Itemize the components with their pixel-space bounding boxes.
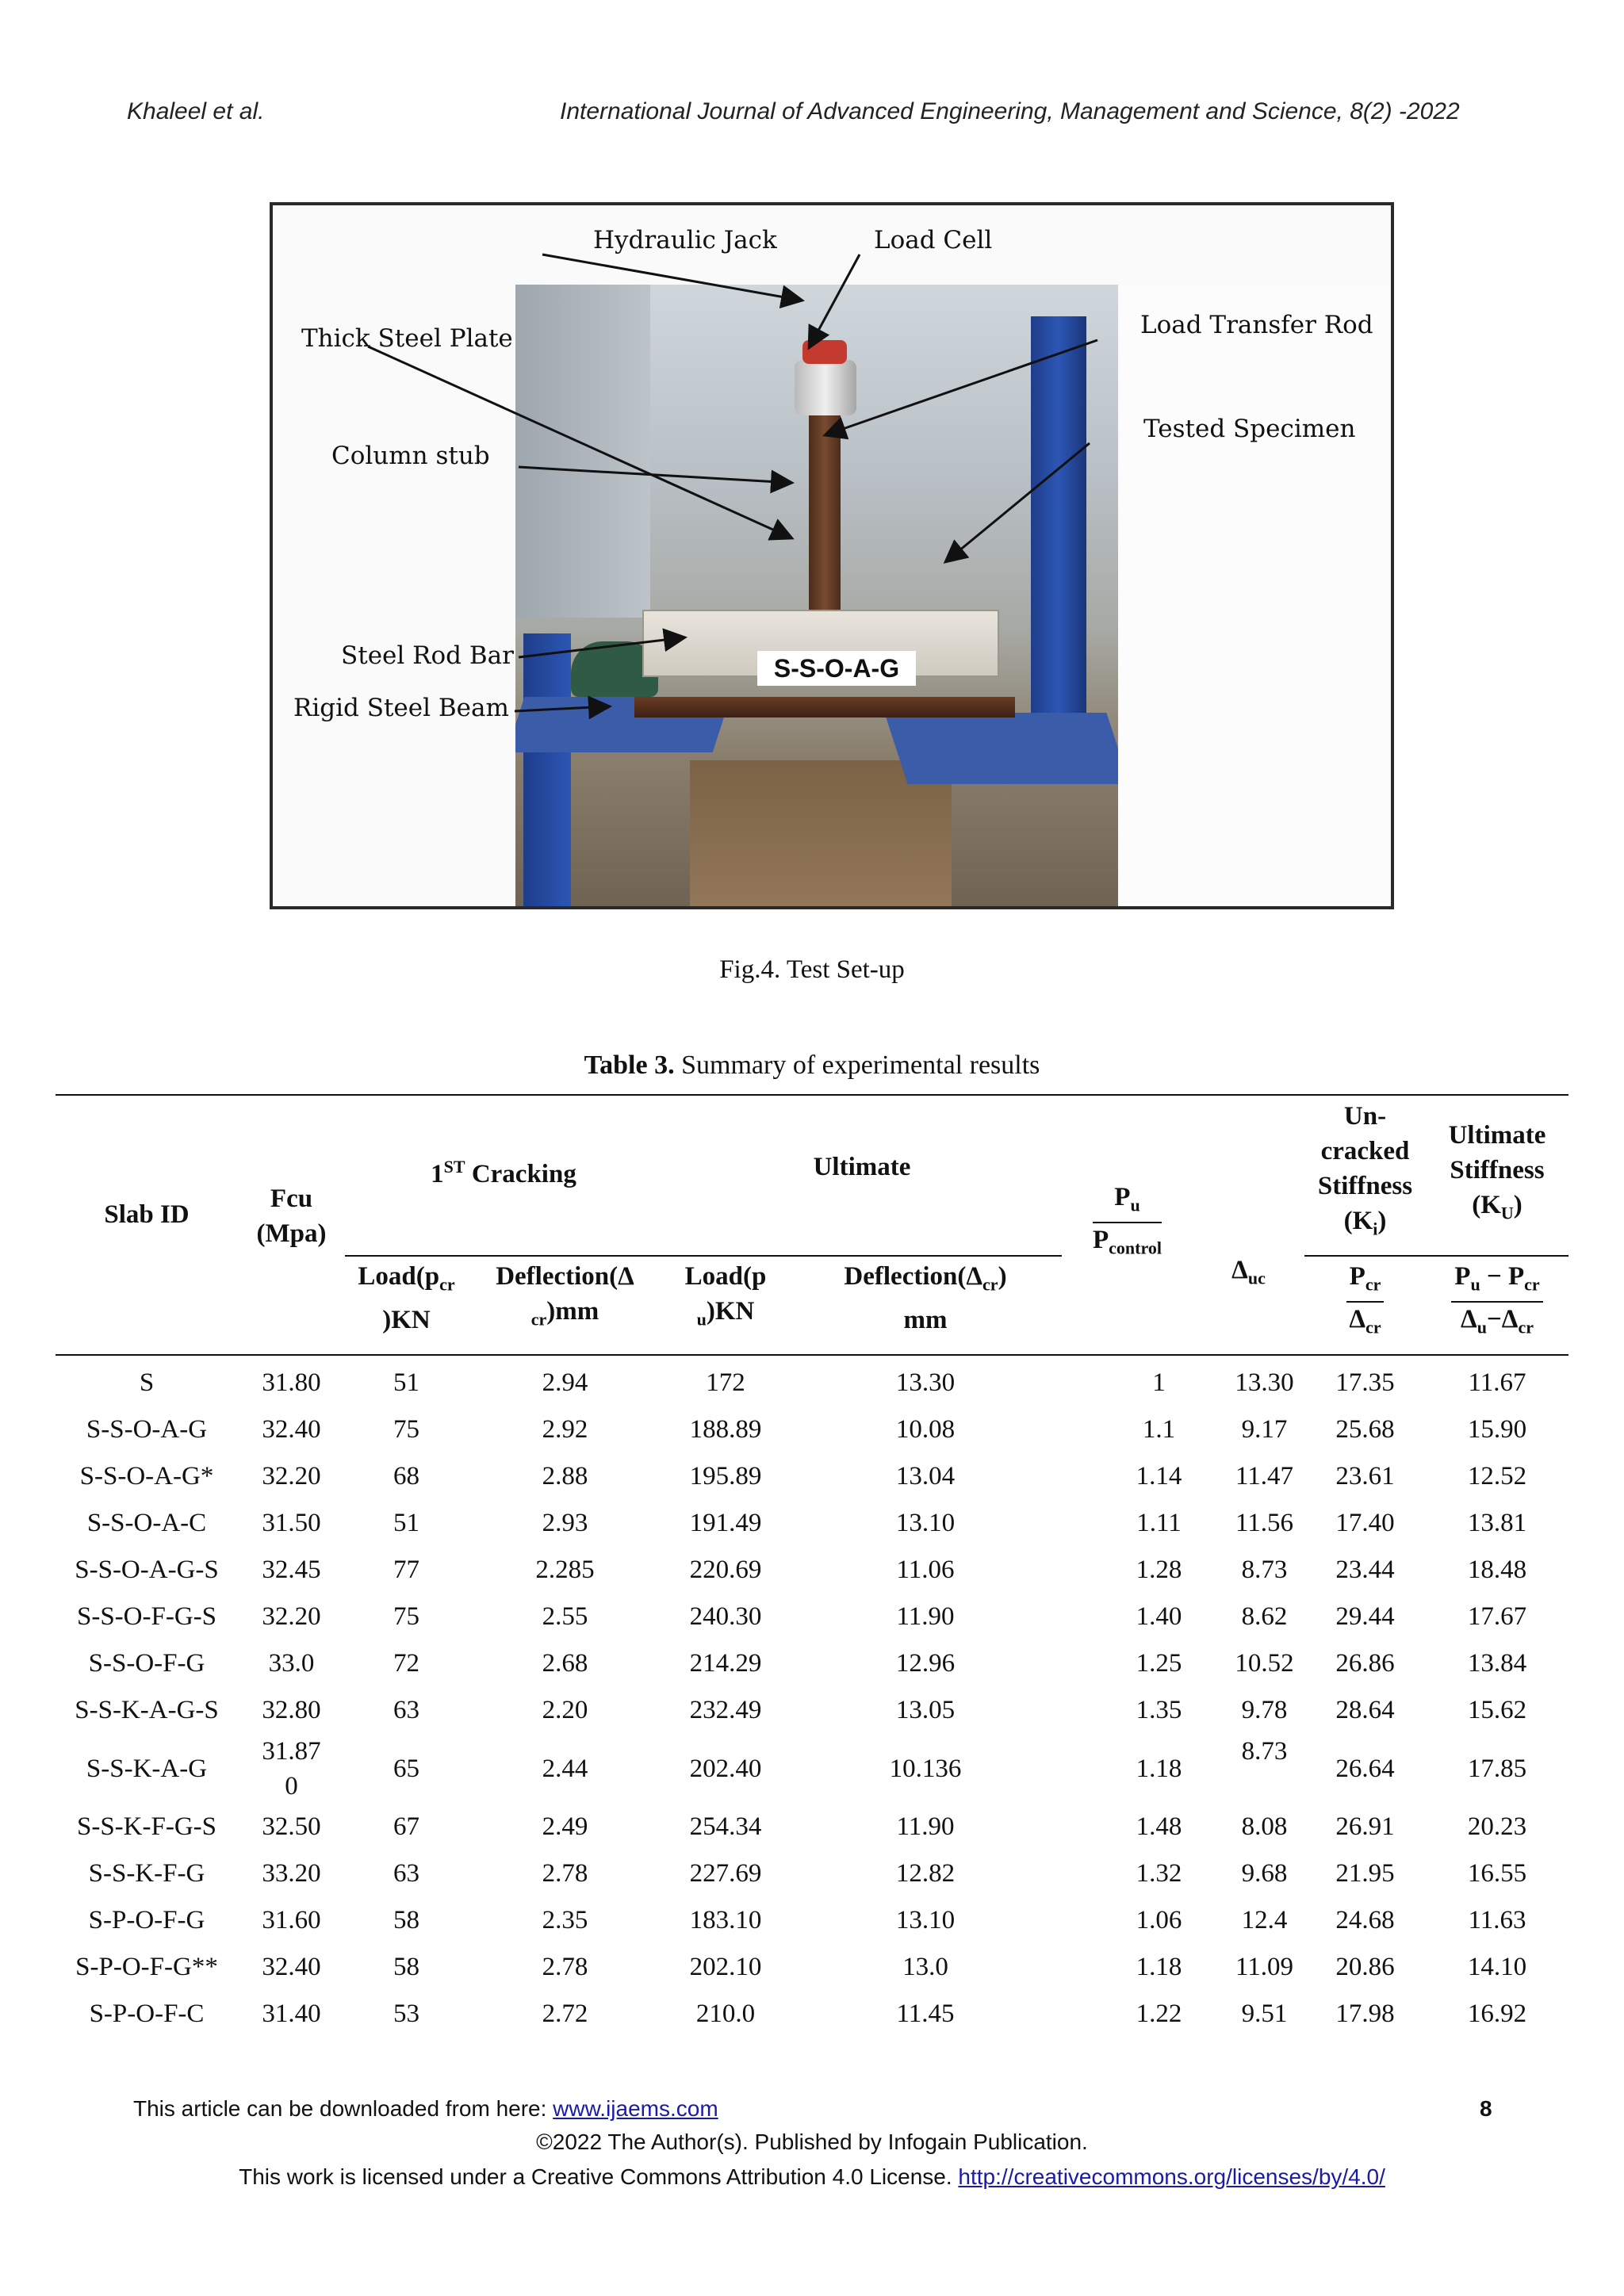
cell-deflection-cr: 2.94	[542, 1368, 588, 1397]
ki-fraction	[1346, 1261, 1385, 1344]
cell-delta-uc: 8.62	[1241, 1602, 1288, 1631]
cell-pu-ratio: 1.48	[1136, 1812, 1182, 1841]
cell-delta-uc: 9.17	[1241, 1415, 1288, 1444]
cell-delta-uc: 9.51	[1241, 1999, 1288, 2028]
cell-deflection-cr: 2.20	[542, 1696, 588, 1724]
cell-deflection-u: 11.06	[896, 1556, 955, 1584]
cell-load-cr: 68	[393, 1462, 419, 1490]
pu-num: P	[1114, 1183, 1131, 1211]
cell-load-u: 227.69	[689, 1859, 762, 1888]
cell-deflection-u: 13.30	[895, 1368, 956, 1397]
cell-deflection-u: 11.90	[896, 1602, 955, 1631]
cell-ku: 16.55	[1467, 1859, 1527, 1888]
arrow-column-stub	[519, 467, 792, 483]
cell-slab-id: S-S-O-A-G	[86, 1415, 208, 1444]
ku-den-sub: u	[1477, 1317, 1487, 1337]
cell-deflection-cr: 2.55	[542, 1602, 588, 1631]
cell-ki: 26.91	[1335, 1812, 1395, 1841]
header-ki-formula	[1304, 1261, 1426, 1344]
cell-load-cr: 63	[393, 1859, 419, 1888]
header-cracking-num: 1	[431, 1160, 444, 1188]
cell-deflection-cr: 2.49	[542, 1812, 588, 1841]
pu-den-sub: control	[1109, 1238, 1162, 1258]
header-defl-u-sub: cr	[982, 1274, 998, 1295]
cell-load-cr: 53	[393, 1999, 419, 2028]
header-defl-u-c: mm	[903, 1305, 948, 1334]
ku-num-sub2: cr	[1524, 1274, 1540, 1295]
cell-ki: 23.61	[1335, 1462, 1395, 1490]
cell-pu-ratio: 1.14	[1136, 1462, 1182, 1490]
cell-load-u: 232.49	[689, 1696, 762, 1724]
cell-load-u: 240.30	[689, 1602, 762, 1631]
cell-fcu: 31.87 0	[262, 1737, 321, 1800]
cell-pu-ratio: 1.18	[1136, 1755, 1182, 1783]
cell-load-cr: 65	[393, 1755, 419, 1783]
header-cracking-sup: ST	[443, 1157, 465, 1177]
arrow-load-transfer-rod	[825, 340, 1097, 435]
header-load-u-sub: u	[696, 1309, 707, 1330]
page-number: 8	[1480, 2096, 1492, 2121]
cell-delta-uc: 13.30	[1235, 1368, 1294, 1397]
cell-deflection-u: 10.136	[889, 1755, 962, 1783]
cell-load-u: 220.69	[689, 1556, 762, 1584]
running-head-journal: International Journal of Advanced Engineering, Management and Science, 8(2) -2022	[560, 98, 1460, 124]
header-cracking-rest: Cracking	[465, 1160, 576, 1188]
header-delta-uc	[1193, 1253, 1304, 1296]
header-fcu	[238, 1181, 345, 1251]
cell-ku: 17.67	[1467, 1602, 1527, 1631]
cell-ku: 15.62	[1467, 1696, 1527, 1724]
cell-ku: 13.84	[1467, 1649, 1527, 1678]
arrow-steel-rod-bar	[519, 637, 685, 657]
callout-thick-steel-plate: Thick Steel Plate	[301, 324, 513, 353]
cell-slab-id: S-S-O-A-G-S	[75, 1556, 219, 1584]
cell-load-cr: 67	[393, 1812, 419, 1841]
header-defl-cr-sub: cr	[530, 1309, 547, 1330]
callout-steel-rod-bar: Steel Rod Bar	[341, 641, 514, 670]
header-defl-u-b: )	[998, 1262, 1007, 1291]
header-ku-formula	[1426, 1261, 1568, 1344]
cell-fcu: 32.40	[262, 1415, 321, 1444]
cell-pu-ratio: 1.35	[1136, 1696, 1182, 1724]
cell-deflection-u: 12.96	[895, 1649, 956, 1678]
cell-deflection-cr: 2.78	[542, 1953, 588, 1981]
cell-load-u: 202.10	[689, 1953, 762, 1981]
cell-deflection-cr: 2.35	[542, 1906, 588, 1934]
cell-ki: 17.98	[1335, 1999, 1395, 2028]
header-ultimate-stiffness	[1426, 1118, 1568, 1231]
cell-deflection-u: 13.05	[895, 1696, 956, 1724]
cell-deflection-u: 11.45	[896, 1999, 955, 2028]
cell-load-cr: 58	[393, 1953, 419, 1981]
cell-ki: 25.68	[1335, 1415, 1395, 1444]
cell-deflection-u: 10.08	[895, 1415, 956, 1444]
cell-load-cr: 51	[393, 1509, 419, 1537]
cell-deflection-u: 13.0	[902, 1953, 948, 1981]
ki-num-sub: cr	[1365, 1274, 1381, 1295]
cell-fcu: 33.20	[262, 1859, 321, 1888]
cell-pu-ratio: 1.11	[1136, 1509, 1182, 1537]
cell-slab-id: S-S-O-F-G-S	[76, 1602, 217, 1631]
cell-slab-id: S	[139, 1368, 155, 1397]
arrow-tested-specimen	[945, 443, 1090, 562]
footer-license	[0, 2164, 1624, 2190]
header-fcu-unit: (Mpa)	[256, 1219, 327, 1248]
cell-pu-ratio: 1.28	[1136, 1556, 1182, 1584]
cell-load-u: 191.49	[689, 1509, 762, 1537]
figure-caption: Fig.4. Test Set-up	[719, 955, 905, 984]
ku-line1: Ultimate	[1448, 1121, 1546, 1150]
ki-den-sub: cr	[1365, 1317, 1381, 1337]
footer-download	[133, 2096, 718, 2122]
cell-delta-uc: 8.73	[1241, 1737, 1288, 1766]
cell-deflection-cr: 2.78	[542, 1859, 588, 1888]
callout-rigid-steel-beam: Rigid Steel Beam	[293, 694, 509, 722]
cell-delta-uc: 11.47	[1235, 1462, 1294, 1490]
cell-pu-ratio: 1.22	[1136, 1999, 1182, 2028]
cell-ki: 24.68	[1335, 1906, 1395, 1934]
cell-delta-uc: 11.09	[1235, 1953, 1294, 1981]
ki-line1: Un-	[1343, 1102, 1387, 1131]
cell-pu-ratio: 1.40	[1136, 1602, 1182, 1631]
header-load-cr-sub: cr	[439, 1274, 455, 1295]
header-defl-cr-b: )mm	[546, 1297, 599, 1326]
ki-num: P	[1349, 1262, 1365, 1291]
cell-deflection-cr: 2.285	[535, 1556, 595, 1584]
table-mid-rule-left	[345, 1255, 1062, 1257]
ki-line3: Stiffness	[1317, 1172, 1413, 1200]
cell-delta-uc: 8.73	[1241, 1556, 1288, 1584]
cell-slab-id: S-P-O-F-C	[89, 1999, 205, 2028]
cell-deflection-cr: 2.92	[542, 1415, 588, 1444]
cell-fcu: 32.50	[262, 1812, 321, 1841]
header-defl-cr-a: Deflection(Δ	[496, 1262, 634, 1291]
header-deflection-cr	[468, 1259, 662, 1337]
cell-load-cr: 77	[393, 1556, 419, 1584]
cell-load-u: 210.0	[695, 1999, 756, 2028]
cell-ku: 17.85	[1467, 1755, 1527, 1783]
header-load-u-a: Load(p	[684, 1262, 767, 1291]
cell-delta-uc: 11.56	[1235, 1509, 1294, 1537]
ku-line3b: )	[1513, 1191, 1522, 1219]
table-caption-label: Table 3.	[584, 1050, 675, 1080]
cell-pu-ratio: 1.18	[1136, 1953, 1182, 1981]
running-head-authors: Khaleel et al.	[127, 98, 265, 124]
cell-ku: 20.23	[1467, 1812, 1527, 1841]
header-ultimate-group: Ultimate	[813, 1153, 911, 1181]
cell-delta-uc: 9.78	[1241, 1696, 1288, 1724]
delta-uc-sub: uc	[1247, 1268, 1266, 1288]
cell-deflection-cr: 2.88	[542, 1462, 588, 1490]
cell-load-u: 254.34	[689, 1812, 762, 1841]
cell-ku: 12.52	[1467, 1462, 1527, 1490]
cell-deflection-u: 13.04	[895, 1462, 956, 1490]
ki-line4a: (K	[1343, 1207, 1373, 1235]
cell-ku: 15.90	[1467, 1415, 1527, 1444]
cell-ku: 16.92	[1467, 1999, 1527, 2028]
cell-ku: 11.63	[1468, 1906, 1526, 1934]
cell-slab-id: S-P-O-F-G**	[75, 1953, 218, 1981]
table-caption	[0, 1050, 1624, 1081]
cell-load-cr: 51	[393, 1368, 419, 1397]
delta-uc: Δ	[1231, 1256, 1248, 1284]
cell-ku: 14.10	[1467, 1953, 1527, 1981]
cell-deflection-u: 12.82	[895, 1859, 956, 1888]
cell-load-cr: 58	[393, 1906, 419, 1934]
cell-slab-id: S-S-K-F-G	[88, 1859, 205, 1888]
cell-load-u: 195.89	[689, 1462, 762, 1490]
cell-delta-uc: 8.08	[1241, 1812, 1288, 1841]
cell-ki: 26.64	[1335, 1755, 1395, 1783]
header-slab-id: Slab ID	[104, 1200, 190, 1229]
footer-copyright: ©2022 The Author(s). Published by Infogain Publication.	[536, 2130, 1088, 2154]
callout-load-transfer-rod: Load Transfer Rod	[1140, 311, 1373, 339]
running-head	[0, 98, 1624, 133]
pu-ratio-fraction	[1093, 1181, 1162, 1265]
ku-fraction	[1451, 1261, 1542, 1344]
header-deflection-u	[789, 1259, 1062, 1337]
ku-num-sub: u	[1470, 1274, 1480, 1295]
cell-fcu: 32.40	[262, 1953, 321, 1981]
cell-slab-id: S-S-O-F-G	[88, 1649, 205, 1678]
cell-slab-id: S-S-O-A-G*	[79, 1462, 214, 1490]
cell-pu-ratio: 1.25	[1136, 1649, 1182, 1678]
cell-ku: 18.48	[1467, 1556, 1527, 1584]
cell-deflection-cr: 2.93	[542, 1509, 588, 1537]
cell-delta-uc: 9.68	[1241, 1859, 1288, 1888]
cell-fcu: 31.50	[262, 1509, 321, 1537]
cell-ki: 20.86	[1335, 1953, 1395, 1981]
callout-hydraulic-jack: Hydraulic Jack	[593, 226, 777, 254]
header-uncracked-stiffness	[1304, 1099, 1426, 1247]
header-defl-u-a: Deflection(Δ	[844, 1262, 983, 1291]
table-header-bottom-rule	[56, 1354, 1568, 1356]
header-load-cr-b: )KN	[382, 1305, 431, 1334]
cell-fcu: 33.0	[268, 1649, 315, 1678]
ku-num-mid: − P	[1480, 1262, 1525, 1291]
cell-slab-id: S-S-O-A-C	[86, 1509, 207, 1537]
footer-license-text: This work is licensed under a Creative Commons Attribution 4.0 License.	[239, 2164, 959, 2189]
cell-load-u: 172	[706, 1368, 745, 1397]
cell-load-cr: 75	[393, 1415, 419, 1444]
table-mid-rule-right	[1304, 1255, 1568, 1257]
cell-ki: 29.44	[1335, 1602, 1395, 1631]
header-first-cracking	[345, 1150, 662, 1192]
cell-deflection-cr: 2.68	[542, 1649, 588, 1678]
cell-ki: 23.44	[1335, 1556, 1395, 1584]
arrow-load-cell	[809, 254, 860, 348]
cell-fcu: 32.45	[262, 1556, 321, 1584]
cell-pu-ratio: 1.06	[1136, 1906, 1182, 1934]
header-pu-ratio	[1062, 1181, 1193, 1265]
cell-fcu: 32.80	[262, 1696, 321, 1724]
cell-slab-id: S-S-K-F-G-S	[76, 1812, 217, 1841]
callout-load-cell: Load Cell	[874, 226, 993, 254]
ku-line2: Stiffness	[1450, 1156, 1545, 1184]
cell-deflection-cr: 2.44	[542, 1755, 588, 1783]
cell-load-cr: 63	[393, 1696, 419, 1724]
pu-den: P	[1093, 1225, 1109, 1254]
results-table	[56, 1094, 1568, 2045]
ku-den: Δ	[1461, 1304, 1477, 1334]
header-load-u	[662, 1259, 789, 1337]
pu-num-sub: u	[1130, 1195, 1140, 1215]
ki-line4sub: i	[1373, 1219, 1378, 1239]
cell-ku: 13.81	[1467, 1509, 1527, 1537]
cell-ku: 11.67	[1468, 1368, 1526, 1397]
ku-line3a: (K	[1472, 1191, 1501, 1219]
cell-slab-id: S-P-O-F-G	[88, 1906, 205, 1934]
cell-delta-uc: 12.4	[1241, 1906, 1288, 1934]
cell-ki: 17.35	[1335, 1368, 1395, 1397]
ki-den: Δ	[1349, 1304, 1366, 1334]
header-load-u-b: )KN	[706, 1297, 755, 1326]
cell-pu-ratio: 1	[1152, 1368, 1166, 1397]
cell-fcu: 32.20	[262, 1602, 321, 1631]
header-load-cr	[345, 1259, 468, 1337]
cell-deflection-u: 13.10	[895, 1906, 956, 1934]
callout-column-stub: Column stub	[331, 442, 490, 470]
cell-load-u: 214.29	[689, 1649, 762, 1678]
specimen-label: S-S-O-A-G	[757, 651, 916, 686]
cell-deflection-u: 13.10	[895, 1509, 956, 1537]
cell-ki: 21.95	[1335, 1859, 1395, 1888]
footer-download-link[interactable]: www.ijaems.com	[553, 2096, 718, 2121]
cell-load-cr: 75	[393, 1602, 419, 1631]
cell-ki: 28.64	[1335, 1696, 1395, 1724]
arrow-rigid-steel-beam	[515, 706, 610, 711]
cell-load-u: 188.89	[689, 1415, 762, 1444]
table-top-rule	[56, 1094, 1568, 1096]
cell-deflection-u: 11.90	[896, 1812, 955, 1841]
cell-load-u: 202.40	[689, 1755, 762, 1783]
arrow-hydraulic-jack	[542, 254, 802, 300]
cell-ki: 17.40	[1335, 1509, 1395, 1537]
ku-line3sub: U	[1500, 1203, 1514, 1223]
footer-license-link[interactable]: http://creativecommons.org/licenses/by/4.0/	[958, 2164, 1385, 2189]
ki-line4b: )	[1377, 1207, 1387, 1235]
ku-den-mid: −Δ	[1486, 1304, 1519, 1334]
cell-slab-id: S-S-K-A-G	[86, 1755, 208, 1783]
cell-slab-id: S-S-K-A-G-S	[75, 1696, 219, 1724]
cell-fcu: 32.20	[262, 1462, 321, 1490]
footer-download-text: This article can be downloaded from here:	[133, 2096, 553, 2121]
table-caption-text: Summary of experimental results	[674, 1050, 1040, 1080]
test-setup-figure	[270, 202, 1394, 909]
cell-fcu: 31.60	[262, 1906, 321, 1934]
ki-line2: cracked	[1320, 1137, 1410, 1165]
cell-pu-ratio: 1.1	[1142, 1415, 1176, 1444]
cell-load-u: 183.10	[689, 1906, 762, 1934]
cell-fcu: 31.40	[262, 1999, 321, 2028]
callout-tested-specimen: Tested Specimen	[1143, 415, 1356, 443]
header-load-cr-a: Load(p	[358, 1262, 440, 1291]
cell-pu-ratio: 1.32	[1136, 1859, 1182, 1888]
ku-num: P	[1454, 1262, 1471, 1291]
cell-ki: 26.86	[1335, 1649, 1395, 1678]
cell-load-cr: 72	[393, 1649, 419, 1678]
cell-fcu: 31.80	[262, 1368, 321, 1397]
cell-deflection-cr: 2.72	[542, 1999, 588, 2028]
ku-den-sub2: cr	[1518, 1317, 1534, 1337]
header-fcu-label: Fcu	[270, 1184, 313, 1213]
cell-delta-uc: 10.52	[1235, 1649, 1294, 1678]
